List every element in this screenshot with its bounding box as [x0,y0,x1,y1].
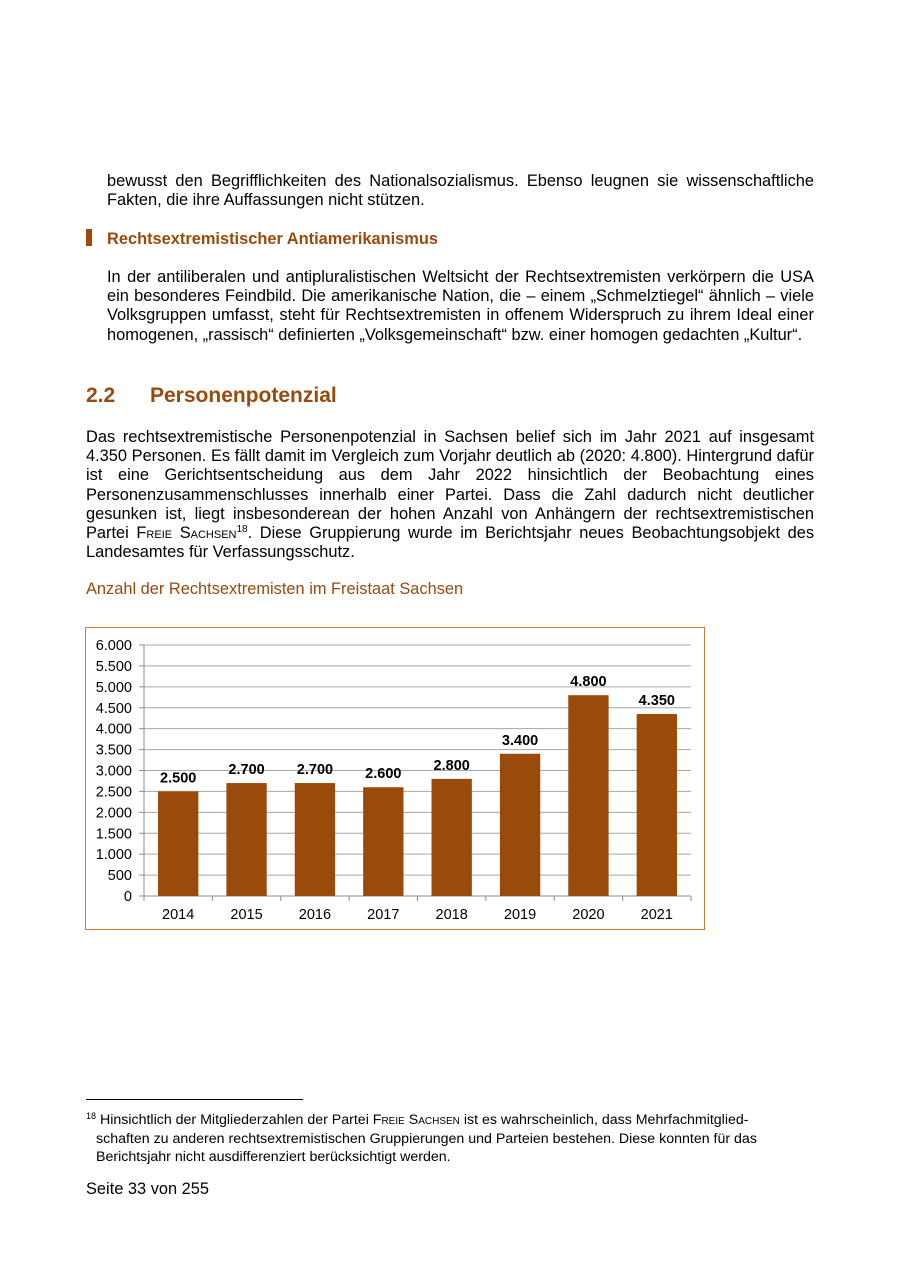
y-tick-label: 1.000 [95,847,132,864]
bar-value-label: 2.500 [160,770,197,787]
bar [295,783,335,896]
section-line: Landesamtes für Verfassungsschutz. [86,543,355,562]
x-tick-label: 2021 [640,907,673,923]
subsection-line: homogenen, „rassisch“ definierten „Volksgemeinschaft“ bzw. einer homogen gedachten „Kultur“. [107,325,803,344]
y-tick-label: 4.500 [95,700,132,717]
chart-caption: Anzahl der Rechtsextremisten im Freistaat Sachsen [86,580,464,598]
subsection-line: In der antiliberalen und antipluralistischen Weltsicht der Rechtsextremisten verkörpern die USA [107,268,814,286]
y-tick-label: 6.000 [95,638,132,654]
subsection-line: Volksgruppen umfasst, steht für Rechtsextremisten in offenem Widerspruch zu ihrem Ideal einer [107,306,814,325]
x-tick-label: 2020 [572,907,605,923]
footnote-line: Berichtsjahr nicht ausdifferenziert berücksichtigt werden. [96,1149,451,1165]
intro-paragraph [107,172,814,210]
intro-line: bewusst den Begrifflichkeiten des Nationalsozialismus. Ebenso leugnen sie wissenschaftliche [107,172,814,190]
y-tick-label: 0 [123,889,132,905]
y-tick-label: 500 [107,868,132,885]
bar-value-label: 2.700 [296,762,334,779]
bar [500,754,540,896]
y-tick-label: 5.500 [95,658,132,675]
x-tick-label: 2017 [367,907,400,923]
party-trailing-text: . Diese Gruppierung wurde im Berichtsjahr neues Beobachtungsobjekt des [247,524,815,543]
party-name: Freie Sachsen [136,524,237,543]
x-tick-label: 2014 [162,907,195,923]
subsection-title: Rechtsextremistischer Antiamerikanismus [107,230,438,248]
bar-value-label: 4.350 [638,693,675,710]
y-tick-label: 2.000 [95,805,132,822]
section-number: 2.2 [86,384,116,407]
party-intro-text: Partei [86,524,137,543]
bar-value-label: 2.800 [433,757,470,774]
x-tick-label: 2015 [230,907,263,923]
footnote-divider [86,1099,303,1100]
bar-value-label: 3.400 [501,732,539,749]
footnote-mark: 18 [86,1111,97,1121]
section-heading [86,384,337,408]
x-tick-label: 2016 [298,907,332,923]
section-line: ist eine Gerichtsentscheidung aus dem Jahr 2022 hinsichtlich der Beobachtung eines [86,466,814,485]
bar [158,791,198,896]
footnote-text-after: ist es wahrscheinlich, dass Mehrfachmitglied- [459,1112,749,1128]
page-number: Seite 33 von 255 [86,1180,210,1198]
footnote-party-name: Freie Sachsen [372,1112,460,1128]
bar-value-label: 2.700 [228,762,265,779]
y-tick-label: 5.000 [95,679,132,696]
bar [637,714,677,896]
section-line: 4.350 Personen. Es fällt damit im Vergleich zum Vorjahr deutlich ab (2020: 4.800). Hintergrund dafür [86,447,814,466]
bar [363,787,403,896]
subsection-paragraph [107,268,814,345]
footnote [86,1107,814,1167]
bar-value-label: 4.800 [570,674,607,691]
footnote-reference[interactable]: 18 [236,524,248,536]
bar [568,695,608,896]
bar-value-label: 2.600 [365,766,402,783]
bar [226,783,266,896]
y-tick-label: 1.500 [95,826,132,843]
x-tick-label: 2019 [503,907,537,923]
section-line-with-party [86,524,814,543]
bullet-marker-icon [86,229,92,246]
bar-chart-svg [86,628,706,931]
y-tick-label: 2.500 [95,784,132,801]
footnote-text-before: Hinsichtlich der Mitgliederzahlen der Partei [96,1112,373,1128]
subsection-line: ein besonderes Feindbild. Die amerikanische Nation, die – einem „Schmelztiegel“ ähnlich – viele [107,287,814,306]
y-tick-label: 3.000 [95,763,132,780]
section-line: gesunken ist, liegt insbesonderean der hohen Anzahl von Anhängern der rechtsextremistischen [86,504,814,523]
subsection-heading [86,229,438,249]
bar [432,779,472,896]
section-line: Personenzusammenschlusses innerhalb einer Partei. Dass die Zahl dadurch nicht deutlicher [86,485,814,504]
x-tick-label: 2018 [435,907,468,923]
y-tick-label: 4.000 [95,721,132,738]
section-line: Das rechtsextremistische Personenpotenzial in Sachsen belief sich im Jahr 2021 auf insgesamt [86,428,814,446]
bar-chart [85,627,705,930]
intro-line: Fakten, die ihre Auffassungen nicht stützen. [107,191,425,210]
footnote-line: schaften zu anderen rechtsextremistischen Gruppierungen und Parteien bestehen. Diese konnten für das [96,1130,757,1147]
section-title: Personenpotenzial [150,384,337,407]
section-paragraph [86,428,814,562]
y-tick-label: 3.500 [95,742,132,759]
footnote-line [86,1112,748,1128]
